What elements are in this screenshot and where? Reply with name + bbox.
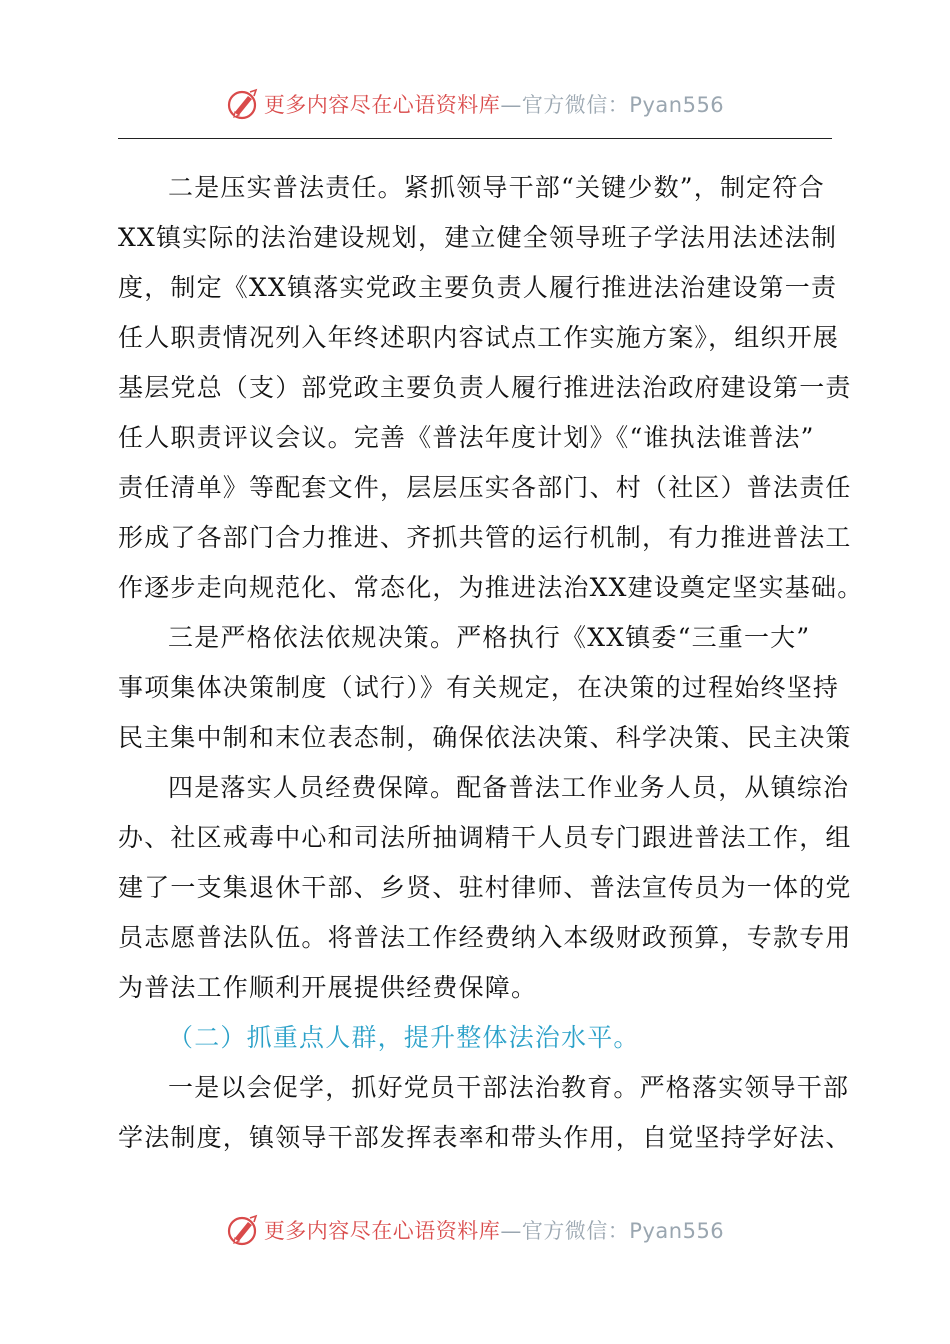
- watermark-wechat: —官方微信：Pyan556: [500, 93, 725, 117]
- watermark-site-name: 更多内容尽在心语资料库: [263, 93, 501, 117]
- paragraph: [118, 613, 852, 763]
- pen-logo-icon: [226, 87, 260, 121]
- document-body: [118, 163, 864, 1163]
- footer-watermark: [0, 1212, 950, 1248]
- section-heading: [118, 1013, 834, 1063]
- text-line: 为普法工作顺利开展提供经费保障。: [118, 973, 538, 1002]
- paragraph: [118, 1063, 852, 1163]
- text-line: （二）抓重点人群，提升整体法治水平。: [168, 1023, 640, 1052]
- text-line: 基层党总（支）部党政主要负责人履行推进法治政府建设第一责: [118, 373, 852, 402]
- text-line: 学法制度，镇领导干部发挥表率和带头作用，自觉坚持学好法、: [118, 1123, 852, 1152]
- watermark-wechat: —官方微信：Pyan556: [500, 1219, 725, 1243]
- header-divider: [118, 138, 832, 139]
- text-line: 事项集体决策制度（试行）》有关规定，在决策的过程始终坚持: [118, 673, 840, 702]
- paragraph: [118, 763, 852, 1013]
- text-line: 四是落实人员经费保障。配备普法工作业务人员，从镇综治: [168, 773, 850, 802]
- text-line: 任人职责情况列入年终述职内容试点工作实施方案》，组织开展: [118, 323, 840, 352]
- text-line: 任人职责评议会议。完善《普法年度计划》《“谁执法谁普法”: [118, 423, 815, 452]
- header-watermark: [0, 86, 950, 122]
- text-line: 形成了各部门合力推进、齐抓共管的运行机制，有力推进普法工: [118, 523, 852, 552]
- text-line: 度，制定《XX镇落实党政主要负责人履行推进法治建设第一责: [118, 273, 838, 302]
- text-line: 民主集中制和末位表态制，确保依法决策、科学决策、民主决策: [118, 723, 852, 752]
- text-line: 三是严格依法依规决策。严格执行《XX镇委“三重一大”: [168, 623, 811, 652]
- text-line: 一是以会促学，抓好党员干部法治教育。严格落实领导干部: [168, 1073, 850, 1102]
- text-line: 办、社区戒毒中心和司法所抽调精干人员专门跟进普法工作，组: [118, 823, 852, 852]
- text-line: 建了一支集退休干部、乡贤、驻村律师、普法宣传员为一体的党: [118, 873, 852, 902]
- pen-logo-icon: [226, 1213, 260, 1247]
- text-line: 作逐步走向规范化、常态化，为推进法治XX建设奠定坚实基础。: [118, 573, 864, 602]
- paragraph: [118, 163, 864, 613]
- watermark-site-name: 更多内容尽在心语资料库: [263, 1219, 501, 1243]
- text-line: 责任清单》等配套文件，层层压实各部门、村（社区）普法责任: [118, 473, 852, 502]
- text-line: 员志愿普法队伍。将普法工作经费纳入本级财政预算，专款专用: [118, 923, 852, 952]
- text-line: 二是压实普法责任。紧抓领导干部“关键少数”，制定符合: [168, 173, 825, 202]
- text-line: XX镇实际的法治建设规划，建立健全领导班子学法用法述法制: [118, 223, 838, 252]
